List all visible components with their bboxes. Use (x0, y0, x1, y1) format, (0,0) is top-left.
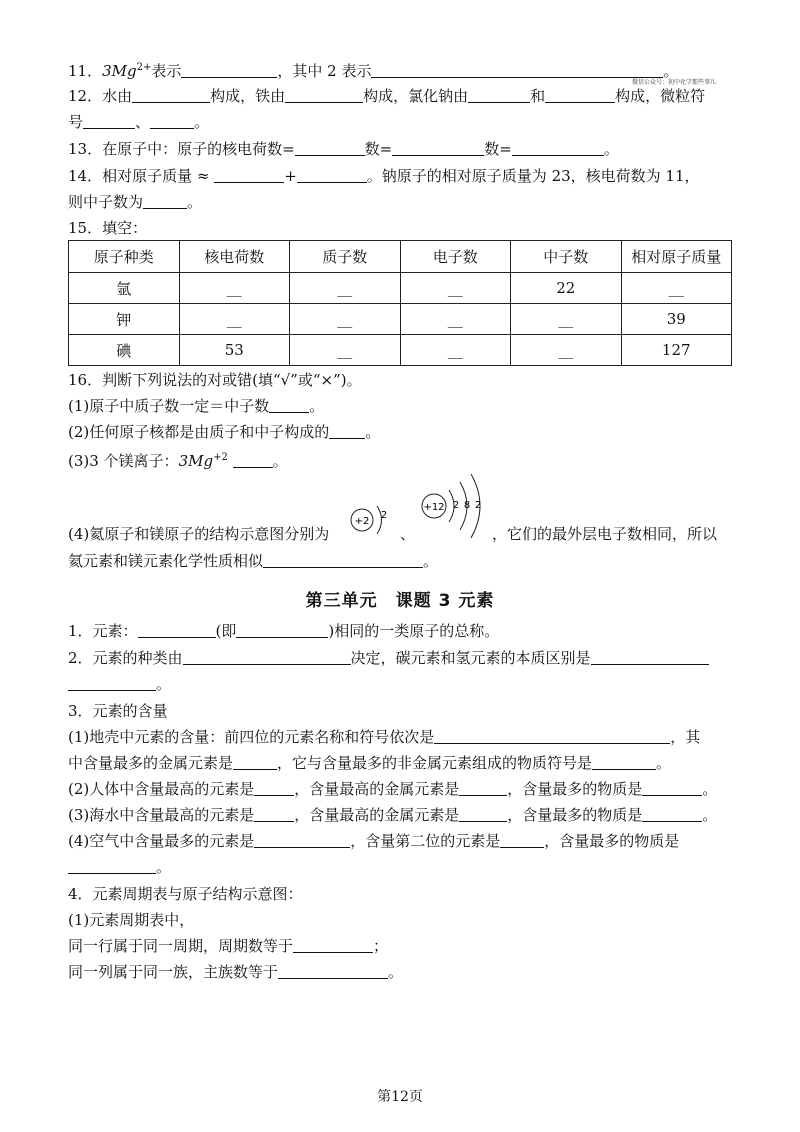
table-header: 中子数 (511, 241, 622, 273)
table-cell: 39 (621, 304, 732, 335)
question-12-cont: 号 、 。 (68, 113, 210, 131)
question-16-title: 16．判断下列说法的对或错(填“√”或“×”)。 (68, 371, 362, 389)
question-16-2: (2)任何原子核都是由质子和中子构成的 。 (68, 423, 381, 441)
table-header-row (69, 241, 732, 273)
answer-blank[interactable] (181, 62, 277, 78)
answer-blank[interactable] (278, 963, 388, 979)
answer-blank[interactable] (138, 622, 216, 638)
table-cell[interactable]: __ (290, 335, 401, 366)
element-q4-title: 4．元素周期表与原子结构示意图： (68, 885, 303, 903)
table-cell: 钾 (69, 304, 180, 335)
answer-blank[interactable] (83, 113, 135, 129)
element-q3-1-cont: 中含量最多的金属元素是 ，它与含量最多的非金属元素组成的物质符号是 。 (68, 754, 672, 772)
shell-electrons: 8 (463, 500, 471, 511)
nucleus-charge: +12 (423, 502, 445, 513)
question-15: 15．填空： (68, 219, 148, 237)
magnesium-structure-diagram (416, 470, 492, 550)
answer-blank[interactable] (329, 423, 365, 439)
question-13: 13．在原子中：原子的核电荷数= 数= 数= 。 (68, 140, 619, 158)
shell-electrons: 2 (474, 500, 482, 511)
answer-blank[interactable] (500, 832, 544, 848)
table-header: 原子种类 (69, 241, 180, 273)
table-row (69, 273, 732, 304)
page-number: 第12页 (377, 1089, 423, 1105)
mg-ion-formula: $3Mg^{2+}$ (102, 62, 152, 80)
table-cell: 氩 (69, 273, 180, 304)
question-16-4-line2: 氦元素和镁元素化学性质相似 。 (68, 552, 439, 570)
element-q2: 2．元素的种类由 决定，碳元素和氢元素的本质区别是 (68, 648, 709, 668)
answer-blank[interactable] (468, 87, 530, 103)
table-cell[interactable]: __ (290, 304, 401, 335)
table-header: 质子数 (290, 241, 401, 273)
element-q1: 1．元素： (即 )相同的一类原子的总称。 (68, 622, 500, 640)
element-q3-title: 3．元素的含量 (68, 702, 168, 720)
answer-blank[interactable] (392, 140, 484, 156)
question-16-3: (3)3 个镁离子：$3Mg^{+2}$ 。 (68, 452, 288, 470)
shell-electrons: 2 (452, 500, 460, 511)
answer-blank[interactable] (68, 858, 156, 874)
answer-blank[interactable] (591, 649, 709, 665)
answer-blank[interactable] (254, 806, 294, 822)
table-cell[interactable]: __ (179, 273, 290, 304)
question-14-cont: 则中子数为 。 (68, 193, 203, 211)
table-cell: 127 (621, 335, 732, 366)
answer-blank[interactable] (459, 806, 507, 822)
answer-blank[interactable] (295, 140, 365, 156)
question-16-1: (1)原子中质子数一定＝中子数 。 (68, 397, 325, 415)
table-header: 核电荷数 (179, 241, 290, 273)
mg-ion-formula: $3Mg^{+2}$ (178, 452, 228, 470)
table-cell: 碘 (69, 335, 180, 366)
element-q4-1: (1)元素周期表中， (68, 911, 195, 929)
answer-blank[interactable] (269, 397, 309, 413)
answer-blank[interactable] (183, 649, 351, 665)
table-header: 相对原子质量 (621, 241, 732, 273)
answer-blank[interactable] (642, 780, 702, 796)
question-11: 11．$3Mg^{2+}$表示 ，其中 2 表示 。 (68, 62, 679, 80)
table-cell[interactable]: __ (400, 304, 511, 335)
shell-electrons: 2 (380, 510, 388, 521)
answer-blank[interactable] (254, 780, 294, 796)
question-16-4-sep: 、 (400, 525, 416, 543)
table-cell[interactable]: __ (400, 273, 511, 304)
answer-blank[interactable] (297, 167, 367, 183)
element-q3-1: (1)地壳中元素的含量：前四位的元素名称和符号依次是 ，其 (68, 728, 701, 746)
table-cell[interactable]: __ (511, 304, 622, 335)
table-cell: 53 (179, 335, 290, 366)
question-12: 12．水由 构成，铁由 构成，氯化钠由 和 构成，微粒符 (68, 87, 706, 105)
answer-blank[interactable] (233, 754, 277, 770)
element-q3-4-cont: 。 (68, 857, 171, 877)
answer-blank[interactable] (132, 87, 210, 103)
answer-blank[interactable] (254, 832, 350, 848)
answer-blank[interactable] (592, 754, 656, 770)
question-16-4-cont: ，它们的最外层电子数相同，所以 (492, 525, 718, 543)
answer-blank[interactable] (459, 780, 507, 796)
answer-blank[interactable] (214, 167, 284, 183)
element-q3-3: (3)海水中含量最高的元素是 ，含量最高的金属元素是 ，含量最多的物质是 。 (68, 806, 718, 824)
table-cell[interactable]: __ (179, 304, 290, 335)
answer-blank[interactable] (263, 552, 423, 568)
answer-blank[interactable] (642, 806, 702, 822)
answer-blank[interactable] (150, 113, 194, 129)
answer-blank[interactable] (512, 140, 604, 156)
answer-blank[interactable] (285, 87, 363, 103)
answer-blank[interactable] (545, 87, 615, 103)
table-cell[interactable]: __ (511, 335, 622, 366)
answer-blank[interactable] (293, 937, 373, 953)
element-q3-2: (2)人体中含量最高的元素是 ，含量最高的金属元素是 ，含量最多的物质是 。 (68, 780, 718, 798)
answer-blank[interactable] (143, 193, 187, 209)
answer-blank[interactable] (236, 622, 328, 638)
q11-number: 11． (68, 62, 103, 80)
answer-blank[interactable] (233, 452, 273, 468)
question-14: 14．相对原子质量 ≈ + 。钠原子的相对原子质量为 23，核电荷数为 11， (68, 167, 700, 185)
table-row (69, 335, 732, 366)
table-row (69, 304, 732, 335)
nucleus-charge: +2 (354, 516, 370, 527)
element-q4-3: 同一列属于同一族，主族数等于 。 (68, 963, 404, 981)
question-16-4: (4)氦原子和镁原子的结构示意图分别为 (68, 525, 330, 543)
table-header: 电子数 (400, 241, 511, 273)
element-q4-2: 同一行属于同一周期，周期数等于 ； (68, 937, 389, 955)
answer-blank[interactable] (68, 675, 156, 691)
table-cell: 22 (511, 273, 622, 304)
table-cell[interactable]: __ (621, 273, 732, 304)
answer-blank[interactable] (434, 728, 670, 744)
table-cell[interactable]: __ (290, 273, 401, 304)
section-title: 第三单元 课题 3 元素 (305, 591, 495, 611)
element-q2-cont: 。 (68, 674, 171, 694)
answer-blank[interactable] (371, 62, 663, 78)
helium-structure-diagram (342, 496, 394, 548)
watermark: 微信公众号：初中化学那些事儿 (632, 79, 717, 86)
table-cell[interactable]: __ (400, 335, 511, 366)
atom-table (68, 240, 732, 366)
element-q3-4: (4)空气中含量最多的元素是 ，含量第二位的元素是 ，含量最多的物质是 (68, 832, 680, 850)
